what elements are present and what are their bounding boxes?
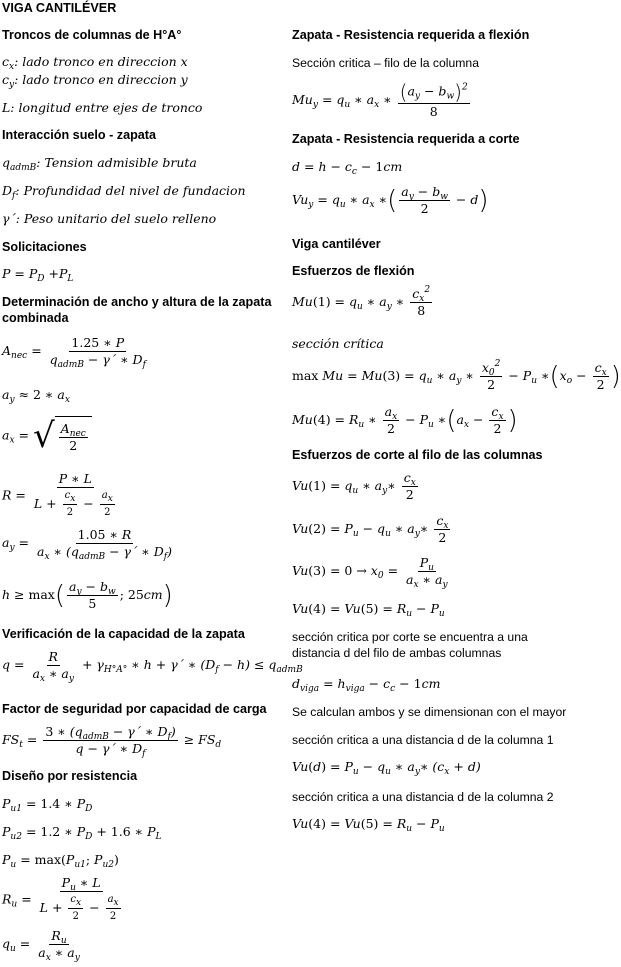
eq-gamma-definition: γ´: Peso unitario del suelo relleno	[2, 211, 217, 226]
heading-troncos: Troncos de columnas de H°A°	[2, 28, 182, 42]
eq-pu-max: $P_u = \max(P_{u1}$; $P_{u2}$)	[2, 852, 119, 870]
eq-ru: $R_u$ = $P_u$ ∗ L L + $\frac{c_x}{2}$ − $\frac{a_x}{2}$	[2, 875, 119, 922]
cy-definition-text: lado tronco en direccion y	[22, 72, 188, 87]
eq-ay: $a_y$ = 1.05 ∗ R $a_x$ ∗ ($q_{admB}$ − γ´ ∗ $D_f$)	[2, 527, 172, 562]
eq-q-check: q = $\frac{R}{a_x ∗ a_y}$ + $\gamma_{H^\circ A^\circ}$ ∗ h + γ´ ∗ $(D_f - h) \le q_{admB}$	[2, 649, 303, 684]
df-definition-text: Profundidad del nivel de fundacion	[23, 183, 246, 198]
text-col1: sección critica a una distancia d de la columna 1	[292, 733, 554, 747]
document-title: VIGA CANTILÉVER	[2, 1, 117, 15]
heading-diseno: Diseño por resistencia	[2, 769, 138, 783]
eq-ax-sqrt: $a_x$ = √ $A_{nec}$ 2	[2, 416, 92, 456]
heading-factor: Factor de seguridad por capacidad de carga	[2, 702, 267, 716]
eq-df-definition: $D_f$: Profundidad del nivel de fundacion	[2, 183, 246, 201]
eq-cx-definition: $c_x$: lado tronco en direccion x	[2, 54, 188, 72]
gamma-definition-text: Peso unitario del suelo relleno	[23, 211, 217, 226]
text-seccion-critica: sección crítica	[292, 336, 384, 351]
text-col2: sección critica a una distancia d de la columna 2	[292, 790, 554, 804]
eq-d-viga: $d_{viga} = h_{viga} - c_c - 1cm$	[292, 676, 441, 694]
heading-verificacion: Verificación de la capacidad de la zapata	[2, 627, 245, 641]
heading-corte-zapata: Zapata - Resistencia requerida a corte	[292, 132, 520, 146]
eq-vu3: $Vu(3) = 0 \to x_0$ = $\frac{P_u}{a_x ∗ a_y}$	[292, 555, 448, 590]
eq-vuy: $Vu_y = q_u$ ∗ $a_x$ ∗( $\frac{a_y - b_w}{2}$ − d)	[292, 184, 489, 216]
eq-vu4-vu5-b: $Vu(4) = Vu(5) = R_u - P_u$	[292, 816, 445, 834]
heading-esfuerzos-corte: Esfuerzos de corte al filo de las columnas	[292, 448, 543, 462]
eq-vu1: $Vu(1) = q_u$ ∗ $a_y∗$ $\frac{c_x}{2}$	[292, 470, 416, 502]
eq-vud: $Vu(d) = P_u - q_u$ ∗ $a_y∗$ $(c_x + d)$	[292, 759, 481, 777]
eq-mu1: $Mu(1) = q_u$ ∗ $a_y$ ∗ $\frac{c_x^2}{8}$	[292, 285, 431, 318]
eq-mu4: $Mu(4) = R_u$ ∗ $\frac{a_x}{2}$ − $P_u$ $∗(a_x$ − $\frac{c_x}{2}$ )	[292, 404, 518, 436]
eq-h-max: h ≥ max( $\frac{a_y - b_w}{5}$ ; 25cm)	[2, 579, 173, 611]
eq-pu2: $P_{u2} = 1.2$ ∗ $P_D + 1.6$ ∗ $P_L$	[2, 824, 162, 842]
eq-qu: $q_u$ = $\frac{R_u}{a_x ∗ a_y}$	[2, 928, 80, 963]
eq-qadm-definition: $q_{admB}$: Tension admisible bruta	[2, 155, 197, 173]
eq-vu2: $Vu(2) = P_u - q_u$ ∗ $a_y∗$ $\frac{c_x}{2}$	[292, 513, 449, 545]
heading-solicitaciones: Solicitaciones	[2, 240, 87, 254]
heading-interaccion: Interacción suelo - zapata	[2, 128, 156, 142]
text-calculan-ambos: Se calculan ambos y se dimensionan con el mayor	[292, 705, 567, 719]
heading-flexion-zapata: Zapata - Resistencia requerida a flexión	[292, 28, 530, 42]
eq-cy-definition: $c_y$: lado tronco en direccion y	[2, 72, 188, 90]
eq-muy: $Mu_y = q_u$ ∗ $a_x$ ∗ $\frac{(a_y - b_w)^2}{8}$	[292, 80, 468, 119]
text-seccion-filo: Sección critica – filo de la columna	[292, 56, 479, 70]
eq-anec: $A_{nec}$ = 1.25 ∗ P $q_{admB}$ − γ´ ∗ $D_f$	[2, 335, 146, 370]
eq-ay-approx: $a_y \approx 2$ ∗ $a_x$	[2, 387, 70, 405]
eq-pu1: $P_{u1} = 1.4$ ∗ $P_D$	[2, 796, 93, 814]
eq-max-mu: $\max Mu = Mu(3) = q_u$ ∗ $a_y$ ∗ $\frac{x_0^2}{2}$ − $P_u$ $∗(x_o$ − $\frac{c_x}{2}$ )	[292, 359, 621, 392]
cx-definition-text: lado tronco en direccion x	[22, 54, 188, 69]
eq-l-definition: L: longitud entre ejes de tronco	[2, 100, 203, 115]
eq-r: R = P ∗ L L + $\frac{c_x}{2}$ − $\frac{a_x}{2}$	[2, 471, 113, 518]
eq-vu4-vu5: $Vu(4) = Vu(5) = R_u - P_u$	[292, 601, 445, 619]
heading-viga: Viga cantiléver	[292, 237, 381, 251]
text-corte-distancia: sección critica por corte se encuentra a una distancia d del filo de ambas columnas	[292, 630, 528, 660]
eq-fst: $FS_t$ = 3 ∗ ($q_{admB}$ − γ´ ∗ $D_f$) q − γ´ ∗ $D_f$ ≥ $FS_d$	[2, 724, 222, 759]
heading-esfuerzos-flexion: Esfuerzos de flexión	[292, 264, 415, 278]
qadm-definition-text: Tension admisible bruta	[44, 155, 197, 170]
eq-p-sum: $P = P_D +P_L$	[2, 266, 74, 284]
eq-d: $d = h - c_c - 1cm$	[292, 159, 403, 177]
heading-determinacion: Determinación de ancho y altura de la zapata combinada	[2, 295, 272, 325]
